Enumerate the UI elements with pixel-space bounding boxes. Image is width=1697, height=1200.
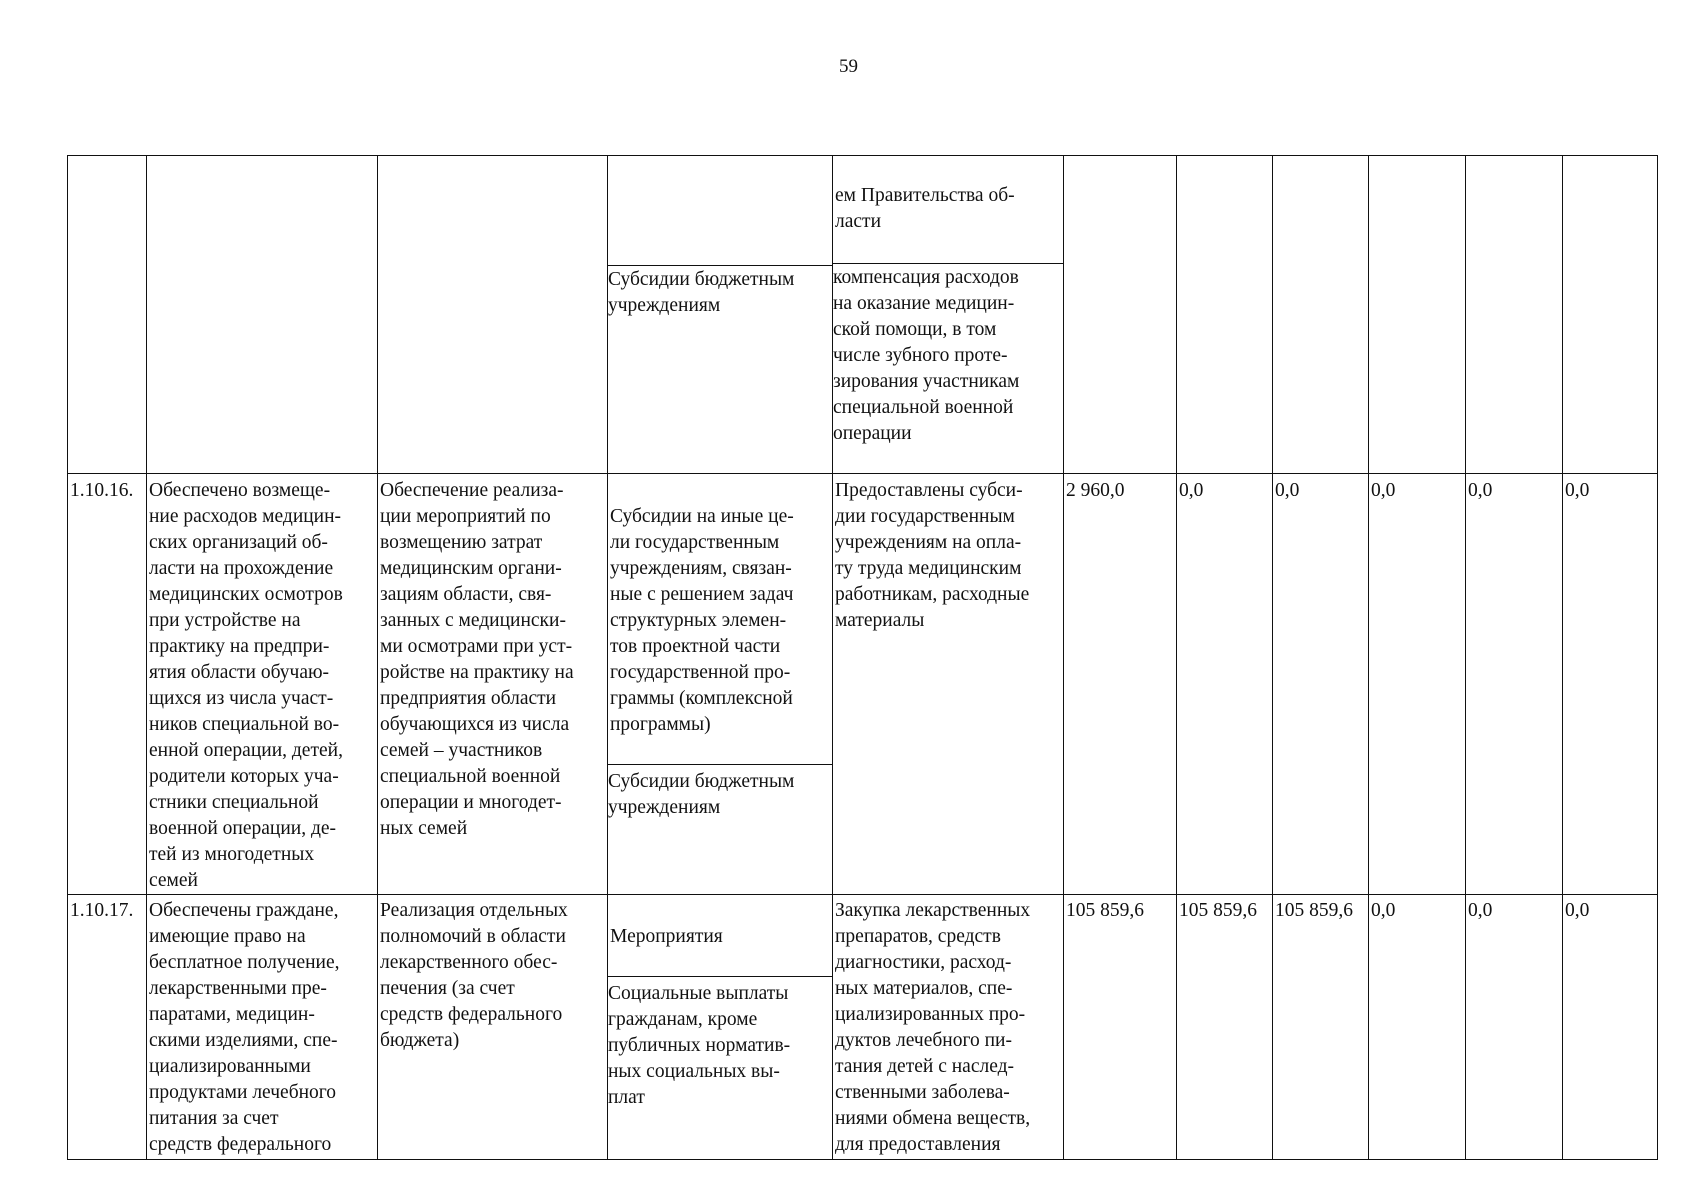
expense-type-text-a: Мероприятия: [610, 926, 723, 947]
cell-value-3: 0,0: [1273, 474, 1369, 895]
cell-value-3: 105 859,6: [1273, 895, 1369, 1160]
expense-type-text-a: Субсидии на иные це- ли государственным учреждениям, связан- ные с решением задач структурных элемен- тов проектной части государственной про- граммы (комплексной программы): [610, 506, 794, 735]
cell-value-3: [1273, 156, 1369, 474]
cell-value-4: 0,0: [1369, 895, 1466, 1160]
cell-num: 1.10.17.: [68, 895, 147, 1160]
cell-expense-type: [608, 474, 833, 895]
cell-measure: [378, 156, 608, 474]
result-text-b: компенсация расходов на оказание медицин- ской помощи, в том числе зубного проте- зирования участникам специальной военной операции: [833, 263, 1064, 447]
page-number: 59: [839, 56, 858, 77]
cell-result: [833, 156, 1064, 474]
cell-result: Закупка лекарственных препаратов, средств диагностики, расход- ных материалов, спе- циализированных про- дуктов лечебного пи- тания детей с наслед- ственными заболева- ниями обмена веществ, для предоставления: [833, 895, 1064, 1160]
cell-task: Обеспечено возмеще- ние расходов медицин- ских организаций об- ласти на прохождение медицинских осмотров при устройстве на практику на предпри- ятия области обучаю- щихся из числа участ- ников специальной во- енной операции, детей, родители которых уча- стники специальной военной операции, де- тей из многодетных семей: [147, 474, 378, 895]
cell-value-2: 0,0: [1177, 474, 1273, 895]
cell-value-2: [1177, 156, 1273, 474]
cell-expense-type: [608, 895, 833, 1160]
cell-value-4: [1369, 156, 1466, 474]
cell-value-6: [1563, 156, 1658, 474]
cell-value-5: 0,0: [1466, 474, 1563, 895]
table-row-1-10-17: [68, 895, 1658, 1160]
expense-type-text-b: Субсидии бюджетным учреждениям: [608, 764, 833, 821]
cell-expense-type: [608, 156, 833, 474]
table-row-1-10-16: [68, 474, 1658, 895]
cell-value-1: 2 960,0: [1064, 474, 1177, 895]
cell-value-6: 0,0: [1563, 895, 1658, 1160]
cell-result: Предоставлены субси- дии государственным учреждениям на опла- ту труда медицинским работникам, расходные материалы: [833, 474, 1064, 895]
expense-type-text: Субсидии бюджетным учреждениям: [608, 265, 833, 319]
cell-task: [147, 156, 378, 474]
cell-value-1: 105 859,6: [1064, 895, 1177, 1160]
cell-value-5: [1466, 156, 1563, 474]
table-row-continuation: [68, 156, 1658, 474]
cell-num: [68, 156, 147, 474]
cell-task: Обеспечены граждане, имеющие право на бесплатное получение, лекарственными пре- паратами, медицин- скими изделиями, спе- циализированными продуктами лечебного питания за счет средств федерального: [147, 895, 378, 1160]
result-text-a: ем Правительства об- ласти: [835, 185, 1015, 232]
cell-measure: Обеспечение реализа- ции мероприятий по возмещению затрат медицинским органи- зациям области, свя- занных с медицински- ми осмотрами при уст- ройстве на практику на предприятия области обучающихся из числа семей – участников специальной военной операции и многодет- ных семей: [378, 474, 608, 895]
cell-value-6: 0,0: [1563, 474, 1658, 895]
expense-type-text-b: Социальные выплаты гражданам, кроме публичных норматив- ных социальных вы- плат: [608, 976, 833, 1111]
cell-measure: Реализация отдельных полномочий в области лекарственного обес- печения (за счет средств федерального бюджета): [378, 895, 608, 1160]
cell-value-1: [1064, 156, 1177, 474]
cell-value-5: 0,0: [1466, 895, 1563, 1160]
cell-value-4: 0,0: [1369, 474, 1466, 895]
cell-value-2: 105 859,6: [1177, 895, 1273, 1160]
program-table: [67, 155, 1658, 1160]
cell-num: 1.10.16.: [68, 474, 147, 895]
